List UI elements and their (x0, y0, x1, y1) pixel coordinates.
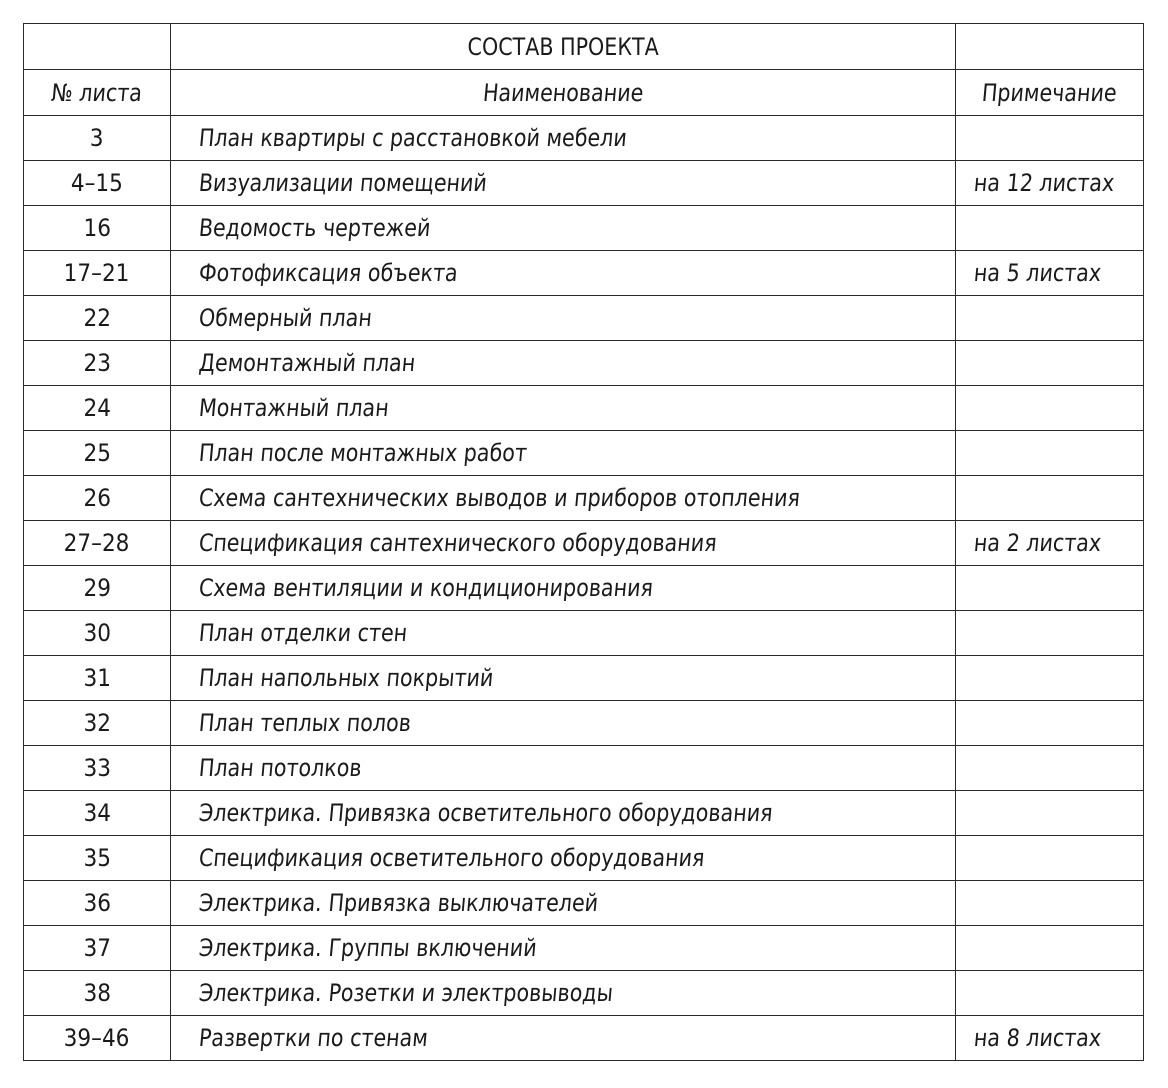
sheet-number: 30 (83, 619, 111, 647)
project-contents-sheet (23, 23, 1143, 1061)
sheet-number: 36 (83, 889, 111, 917)
table-title: СОСТАВ ПРОЕКТА (467, 32, 659, 61)
sheet-name: Спецификация сантехнического оборудования (197, 529, 718, 557)
sheet-name-cell (171, 386, 956, 431)
header-row (24, 70, 1144, 116)
sheet-name: Монтажный план (197, 394, 391, 422)
sheet-number-cell (24, 611, 171, 656)
sheet-number-cell (24, 746, 171, 791)
sheet-number: 34 (83, 799, 111, 827)
sheet-note-cell (956, 431, 1144, 476)
table-row (24, 656, 1144, 701)
sheet-name-cell (171, 161, 956, 206)
table-row (24, 791, 1144, 836)
table-row (24, 881, 1144, 926)
sheet-note-cell (956, 701, 1144, 746)
sheet-name: План потолков (197, 754, 363, 782)
sheet-name: Схема вентиляции и кондиционирования (197, 574, 655, 602)
sheet-note: на 12 листах (972, 169, 1116, 197)
sheet-name: Спецификация осветительного оборудования (197, 844, 706, 872)
sheet-name-cell (171, 116, 956, 161)
sheet-name-cell (171, 1016, 956, 1061)
sheet-number-cell (24, 296, 171, 341)
sheet-number: 38 (83, 979, 111, 1007)
table-row (24, 161, 1144, 206)
table-title-cell (171, 24, 956, 70)
sheet-name-cell (171, 521, 956, 566)
sheet-name: Схема сантехнических выводов и приборов отопления (197, 484, 802, 512)
sheet-number-cell (24, 1016, 171, 1061)
sheet-number-cell (24, 206, 171, 251)
header-sheet-no: № листа (50, 78, 144, 107)
sheet-note-cell (956, 386, 1144, 431)
header-name: Наименование (481, 78, 645, 107)
sheet-name: Фотофиксация объекта (197, 259, 460, 287)
sheet-name: План после монтажных работ (197, 439, 529, 467)
sheet-note-cell (956, 971, 1144, 1016)
header-note: Примечание (980, 78, 1119, 107)
sheet-note-cell (956, 161, 1144, 206)
sheet-name-cell (171, 566, 956, 611)
table-row (24, 746, 1144, 791)
title-row (24, 24, 1144, 70)
sheet-number-cell (24, 341, 171, 386)
sheet-number: 16 (83, 214, 111, 242)
sheet-number-cell (24, 521, 171, 566)
sheet-note-cell (956, 926, 1144, 971)
sheet-name: План теплых полов (197, 709, 413, 737)
sheet-name: Электрика. Привязка выключателей (197, 889, 600, 917)
table-row (24, 926, 1144, 971)
sheet-name: Электрика. Группы включений (197, 934, 538, 962)
sheet-number: 39–46 (64, 1024, 130, 1052)
sheet-number: 23 (83, 349, 111, 377)
sheet-note-cell (956, 566, 1144, 611)
table-row (24, 701, 1144, 746)
sheet-number: 33 (83, 754, 111, 782)
header-sheet-no-cell (24, 70, 171, 116)
sheet-number: 24 (83, 394, 111, 422)
sheet-name: Визуализации помещений (197, 169, 489, 197)
title-left-empty-cell (24, 24, 171, 70)
sheet-name-cell (171, 971, 956, 1016)
sheet-name-cell (171, 476, 956, 521)
sheet-name: Электрика. Розетки и электровыводы (197, 979, 615, 1007)
sheet-number-cell (24, 476, 171, 521)
sheet-number: 4–15 (70, 169, 124, 197)
sheet-name-cell (171, 251, 956, 296)
table-row (24, 341, 1144, 386)
project-contents-table (23, 23, 1144, 1061)
sheet-note-cell (956, 206, 1144, 251)
sheet-note-cell (956, 476, 1144, 521)
sheet-note-cell (956, 116, 1144, 161)
sheet-name-cell (171, 881, 956, 926)
sheet-note-cell (956, 746, 1144, 791)
sheet-name: Электрика. Привязка осветительного оборудования (197, 799, 774, 827)
table-body (24, 24, 1144, 1061)
sheet-number: 32 (83, 709, 111, 737)
sheet-note-cell (956, 611, 1144, 656)
sheet-number-cell (24, 251, 171, 296)
sheet-name: Демонтажный план (197, 349, 417, 377)
sheet-number-cell (24, 791, 171, 836)
sheet-note-cell (956, 296, 1144, 341)
header-note-cell (956, 70, 1144, 116)
sheet-name: Ведомость чертежей (197, 214, 432, 242)
sheet-note-cell (956, 521, 1144, 566)
table-row (24, 836, 1144, 881)
table-row (24, 296, 1144, 341)
sheet-note-cell (956, 341, 1144, 386)
sheet-name-cell (171, 926, 956, 971)
sheet-number: 22 (83, 304, 111, 332)
table-row (24, 1016, 1144, 1061)
sheet-number: 25 (83, 439, 111, 467)
sheet-note-cell (956, 656, 1144, 701)
header-name-cell (171, 70, 956, 116)
sheet-number-cell (24, 386, 171, 431)
sheet-name-cell (171, 431, 956, 476)
sheet-note-cell (956, 791, 1144, 836)
table-row (24, 476, 1144, 521)
table-row (24, 611, 1144, 656)
sheet-name: Развертки по стенам (197, 1024, 430, 1052)
sheet-note-cell (956, 251, 1144, 296)
sheet-number-cell (24, 161, 171, 206)
sheet-name-cell (171, 206, 956, 251)
sheet-number: 37 (83, 934, 111, 962)
table-row (24, 431, 1144, 476)
sheet-name-cell (171, 746, 956, 791)
sheet-number: 29 (83, 574, 111, 602)
sheet-number-cell (24, 431, 171, 476)
sheet-number-cell (24, 926, 171, 971)
sheet-name: План квартиры с расстановкой мебели (197, 124, 629, 152)
sheet-name-cell (171, 701, 956, 746)
title-right-empty-cell (956, 24, 1144, 70)
sheet-note: на 5 листах (972, 259, 1103, 287)
table-row (24, 251, 1144, 296)
table-row (24, 206, 1144, 251)
sheet-number: 35 (83, 844, 111, 872)
table-row (24, 386, 1144, 431)
sheet-number: 26 (83, 484, 111, 512)
sheet-number: 3 (90, 124, 104, 152)
sheet-note-cell (956, 881, 1144, 926)
sheet-name-cell (171, 791, 956, 836)
sheet-name: Обмерный план (197, 304, 374, 332)
sheet-number-cell (24, 836, 171, 881)
sheet-number: 27–28 (64, 529, 130, 557)
sheet-number: 17–21 (64, 259, 130, 287)
table-row (24, 116, 1144, 161)
sheet-note-cell (956, 1016, 1144, 1061)
sheet-note: на 2 листах (972, 529, 1103, 557)
sheet-name-cell (171, 611, 956, 656)
sheet-name-cell (171, 341, 956, 386)
sheet-name: План отделки стен (197, 619, 409, 647)
sheet-note-cell (956, 836, 1144, 881)
sheet-number-cell (24, 566, 171, 611)
table-row (24, 521, 1144, 566)
sheet-number-cell (24, 116, 171, 161)
sheet-note: на 8 листах (972, 1024, 1103, 1052)
sheet-name-cell (171, 836, 956, 881)
sheet-number: 31 (83, 664, 111, 692)
sheet-name-cell (171, 296, 956, 341)
table-row (24, 566, 1144, 611)
sheet-number-cell (24, 881, 171, 926)
sheet-number-cell (24, 701, 171, 746)
sheet-number-cell (24, 656, 171, 701)
sheet-name-cell (171, 656, 956, 701)
sheet-name: План напольных покрытий (197, 664, 495, 692)
sheet-number-cell (24, 971, 171, 1016)
table-row (24, 971, 1144, 1016)
